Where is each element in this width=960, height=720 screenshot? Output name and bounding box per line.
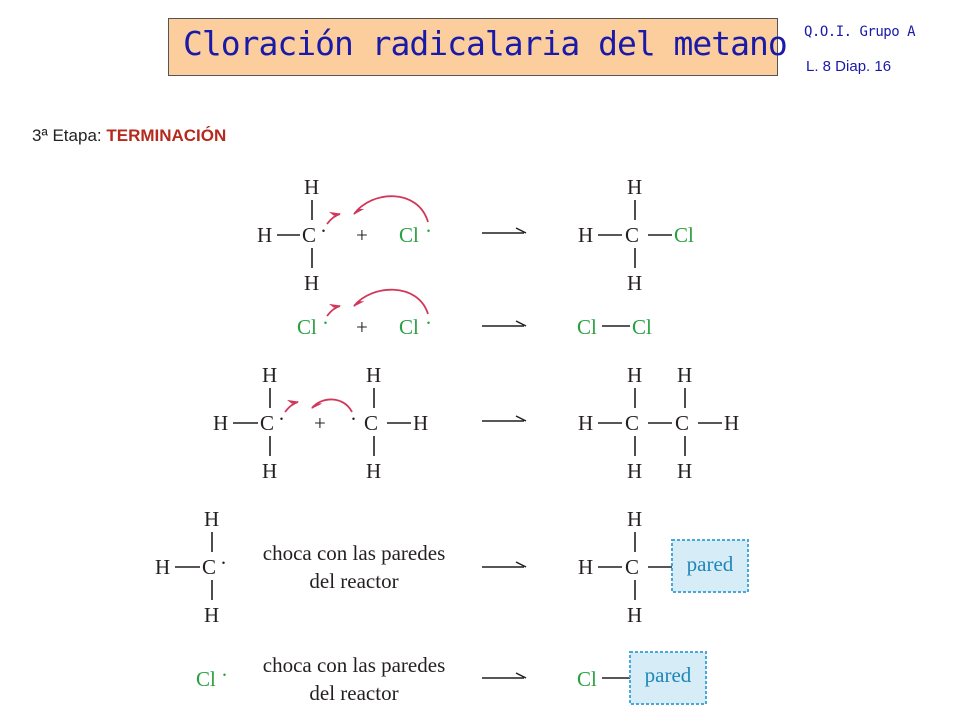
radical-dot: · <box>350 407 357 431</box>
wall-collision-text: del reactor <box>309 681 399 705</box>
atom-c: C <box>260 411 275 435</box>
atom-h: H <box>304 175 320 199</box>
radical-dot: · <box>278 407 285 431</box>
atom-h: H <box>366 363 382 387</box>
radical-dot: · <box>320 219 327 243</box>
atom-h: H <box>627 271 643 295</box>
radical-dot: · <box>425 311 432 335</box>
fishhook-arrow <box>327 214 340 224</box>
atom-cl: Cl <box>399 315 419 339</box>
atom-h: H <box>213 411 229 435</box>
wall-label: pared <box>644 663 692 687</box>
atom-h: H <box>627 507 643 531</box>
atom-c: C <box>302 223 317 247</box>
atom-h: H <box>578 411 594 435</box>
atom-h: H <box>724 411 740 435</box>
atom-h: H <box>578 223 594 247</box>
atom-h: H <box>677 363 693 387</box>
atom-h: H <box>366 459 382 483</box>
reaction-3-methyl-plus-methyl <box>213 363 739 483</box>
atom-h: H <box>262 363 278 387</box>
plus-sign: + <box>356 315 368 339</box>
atom-cl: Cl <box>632 315 652 339</box>
stage-name: TERMINACIÓN <box>106 126 227 145</box>
atom-c: C <box>364 411 379 435</box>
radical-dot: · <box>322 311 329 335</box>
radical-dot: · <box>425 219 432 243</box>
radical-dot: · <box>220 551 227 575</box>
atom-h: H <box>204 603 220 627</box>
atom-h: H <box>413 411 429 435</box>
reaction-1-methyl-plus-chlorine <box>257 175 694 295</box>
atom-c: C <box>625 411 640 435</box>
atom-h: H <box>627 603 643 627</box>
plus-sign: + <box>314 411 326 435</box>
wall-collision-text: choca con las paredes <box>262 541 446 565</box>
atom-h: H <box>155 555 171 579</box>
page-title: Cloración radicalaria del metano <box>183 24 787 63</box>
atom-h: H <box>578 555 594 579</box>
atom-h: H <box>627 175 643 199</box>
wall-collision-text: del reactor <box>309 569 399 593</box>
atom-h: H <box>304 271 320 295</box>
slide-reference: L. 8 Diap. 16 <box>806 58 892 75</box>
wall-collision-text: choca con las paredes <box>262 653 446 677</box>
atom-cl: Cl <box>577 667 597 691</box>
course-label: Q.O.I. Grupo A <box>804 24 916 40</box>
fishhook-arrow <box>354 290 428 314</box>
atom-c: C <box>675 411 690 435</box>
atom-cl: Cl <box>674 223 694 247</box>
fishhook-arrow <box>354 196 428 222</box>
atom-h: H <box>262 459 278 483</box>
stage-prefix: 3ª Etapa: <box>32 126 107 145</box>
atom-cl: Cl <box>196 667 216 691</box>
reaction-4-methyl-wall-collision <box>155 507 748 627</box>
reaction-2-chlorine-plus-chlorine <box>297 290 652 339</box>
atom-h: H <box>627 363 643 387</box>
reaction-5-chlorine-wall-collision <box>196 652 706 705</box>
atom-h: H <box>257 223 273 247</box>
atom-h: H <box>677 459 693 483</box>
atom-cl: Cl <box>577 315 597 339</box>
atom-cl: Cl <box>297 315 317 339</box>
atom-cl: Cl <box>399 223 419 247</box>
fishhook-arrow <box>285 402 298 412</box>
atom-c: C <box>202 555 217 579</box>
atom-h: H <box>204 507 220 531</box>
wall-label: pared <box>686 552 734 576</box>
plus-sign: + <box>356 223 368 247</box>
atom-h: H <box>627 459 643 483</box>
atom-c: C <box>625 555 640 579</box>
atom-c: C <box>625 223 640 247</box>
radical-dot: · <box>221 663 228 687</box>
